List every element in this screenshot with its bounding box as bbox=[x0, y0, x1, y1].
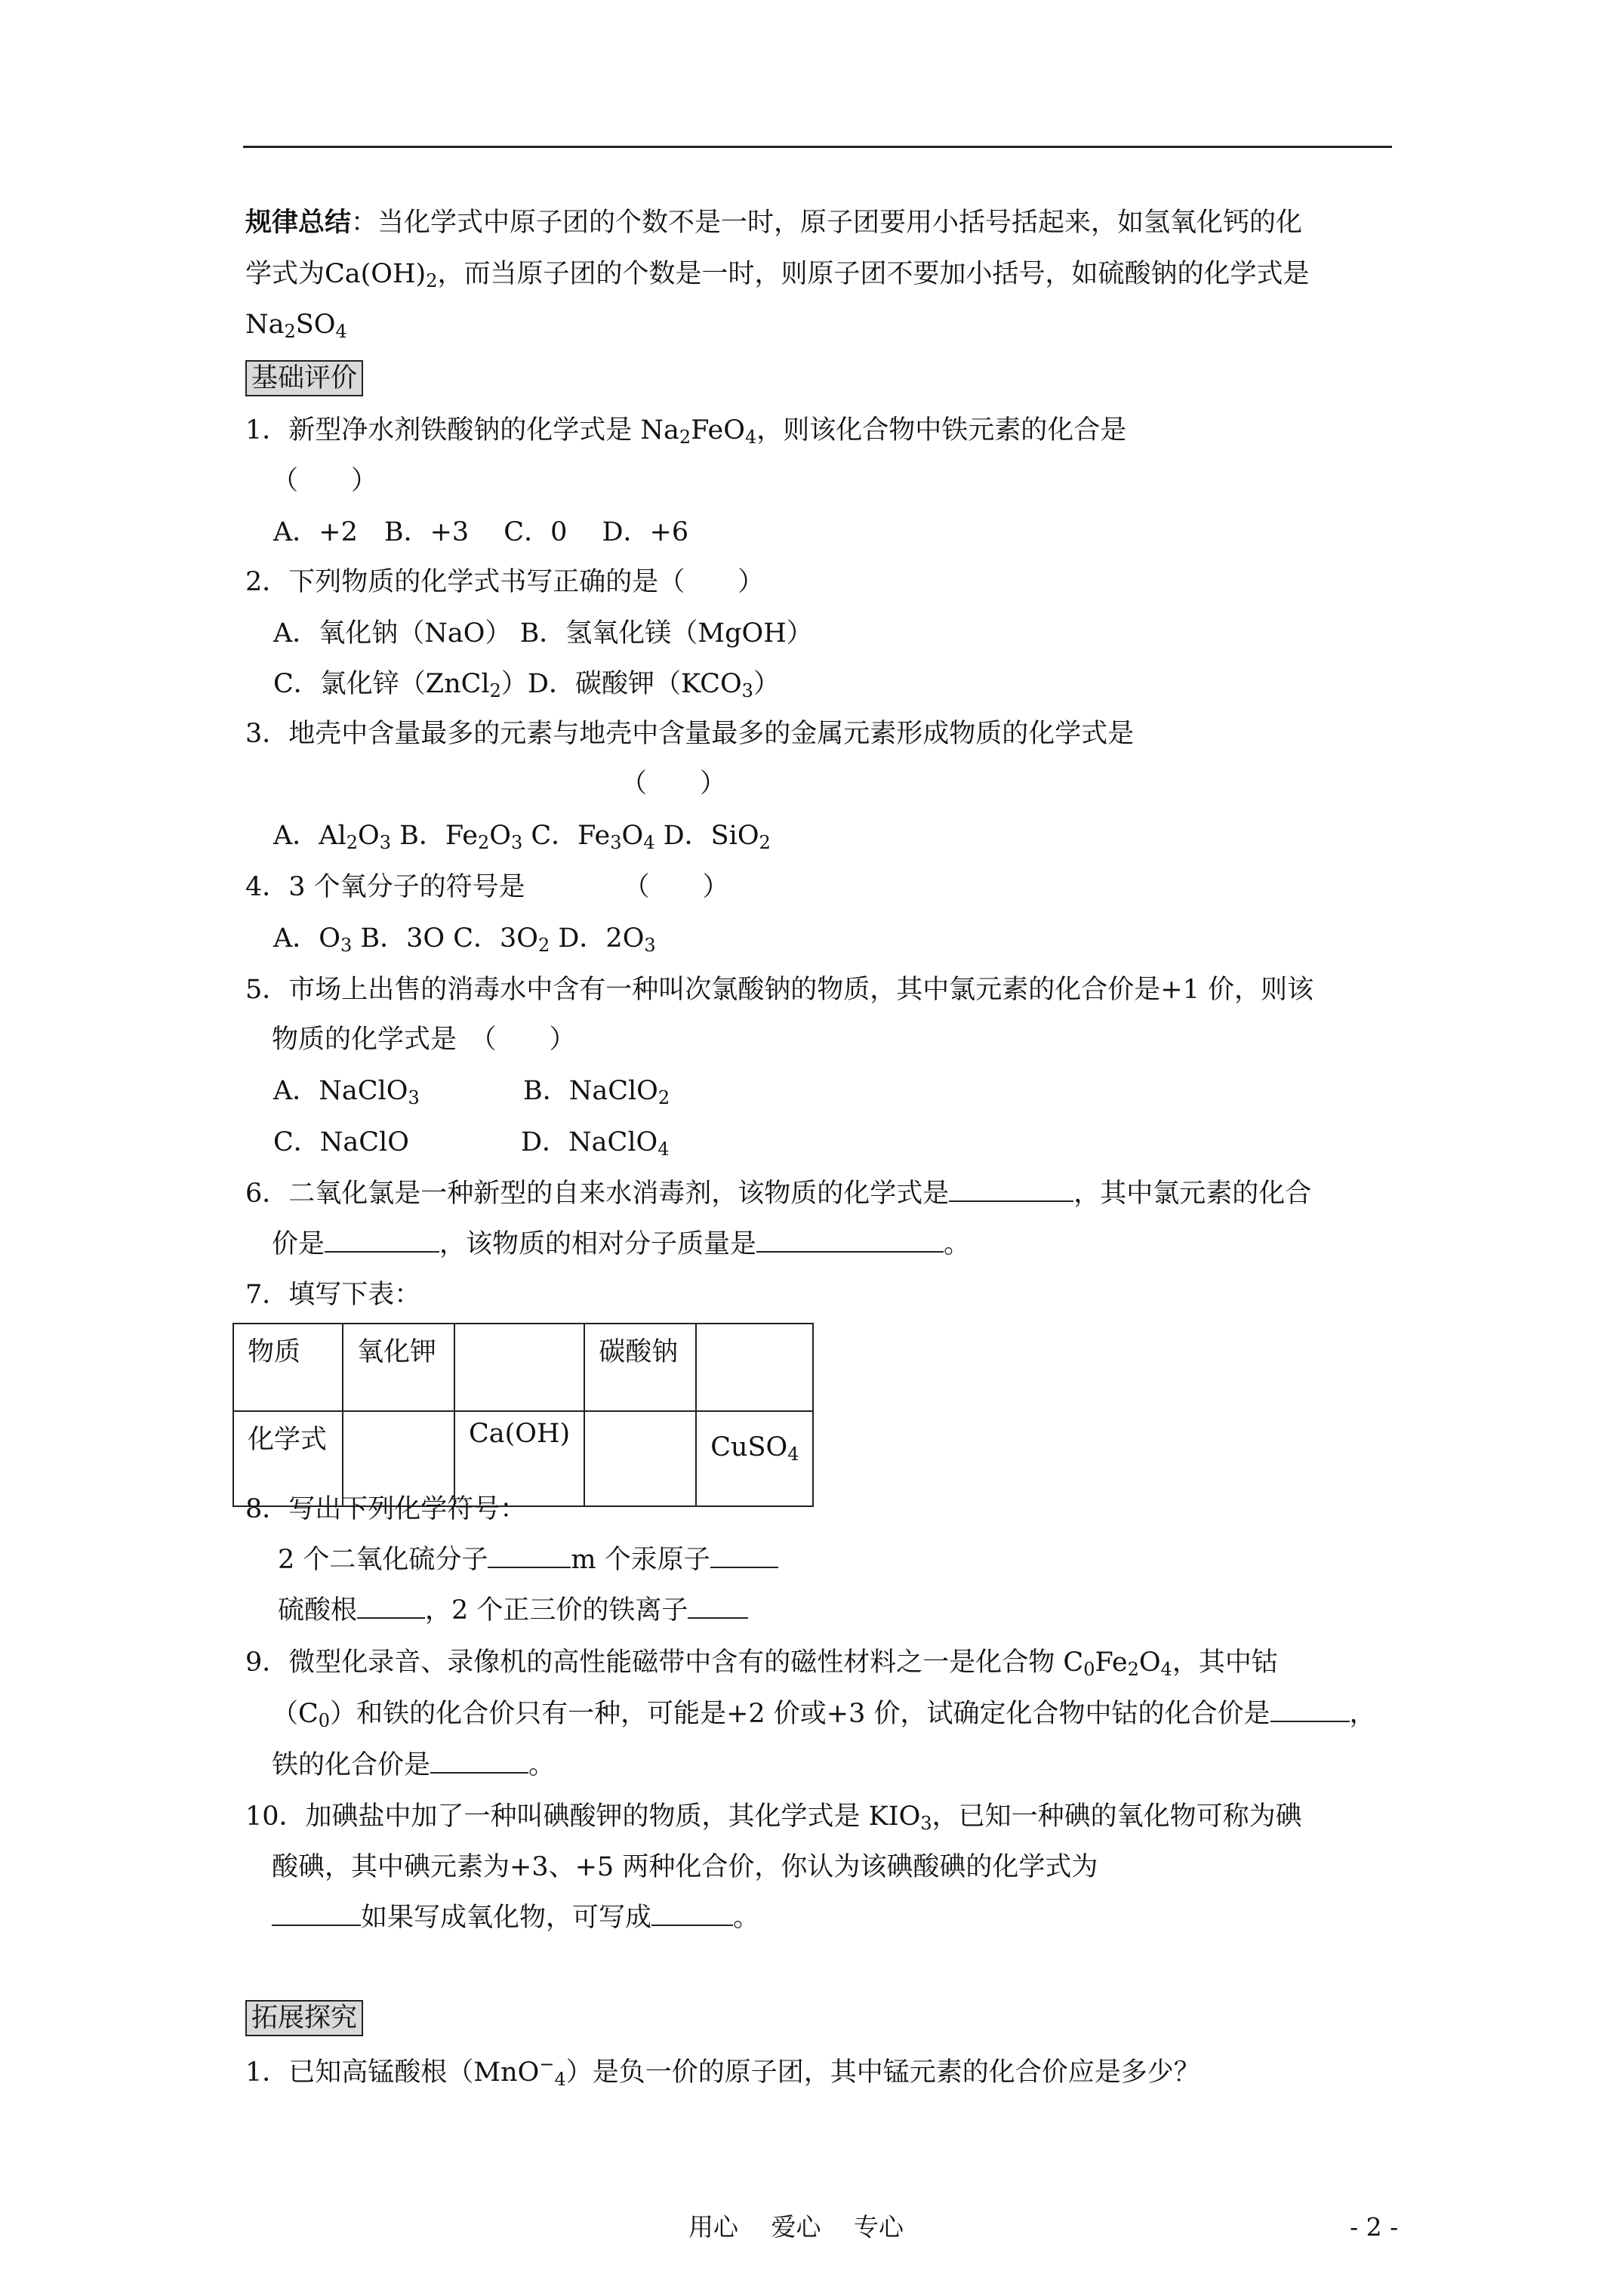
table-cell[interactable] bbox=[584, 1411, 696, 1506]
q8-blank-sulfate[interactable] bbox=[357, 1595, 425, 1619]
q9-blank-fe[interactable] bbox=[430, 1749, 528, 1774]
q9-stem-2: $(C_0)$和铁的化合价只有一种，可能是+2 价或+3 价，试确定化合物中钴的化合价是 ， bbox=[272, 1699, 1376, 1731]
table-row bbox=[233, 1324, 813, 1411]
q3-options: A．$Al_2O_3$ B．$Fe_2O_3$ C．$Fe_3O_4$ D．SiO$_2$ bbox=[273, 821, 771, 853]
q8-stem: 8．写出下列化学符号： bbox=[245, 1494, 527, 1524]
q8-line-2: 硫酸根 ，2 个正三价的铁离子 bbox=[278, 1592, 748, 1629]
q8-blank-hg[interactable] bbox=[710, 1544, 778, 1568]
section-ext-tag: 拓展探究 bbox=[245, 2000, 363, 2036]
q9-stem-1: 9．微型化录音、录像机的高性能磁带中含有的磁性材料之一是化合物 $C_0Fe_2O_4$，其中钴 bbox=[245, 1647, 1278, 1680]
table-cell[interactable] bbox=[696, 1324, 813, 1411]
table-cell: 碳酸钠 bbox=[584, 1324, 696, 1411]
summary-line-3: $Na_2SO_4$ bbox=[245, 310, 347, 342]
q5-option-d: D．NaClO$_4$ bbox=[521, 1127, 670, 1160]
table-cell: CuSO$_4$ bbox=[696, 1411, 813, 1506]
q9-blank-co[interactable] bbox=[1270, 1698, 1350, 1722]
table-cell: Ca(OH) bbox=[454, 1411, 584, 1506]
fill-table bbox=[233, 1323, 814, 1507]
q10-stem-2: 酸碘，其中碘元素为+3、+5 两种化合价，你认为该碘酸碘的化学式为 bbox=[272, 1852, 1098, 1882]
q5-option-a: A．NaClO$_3$ bbox=[273, 1076, 420, 1108]
charge-superscript: − bbox=[539, 2054, 555, 2075]
q9-stem-3: 铁的化合价是 。 bbox=[272, 1750, 556, 1780]
q1-answer-paren: （ ） bbox=[272, 466, 378, 496]
q3-answer-paren: （ ） bbox=[621, 769, 727, 799]
q8-blank-so2[interactable] bbox=[488, 1544, 571, 1568]
q2-options-cd: C．氯化锌（ZnCl$_2$）D．碳酸钾$(KCO_3)$ bbox=[273, 669, 780, 701]
q1-stem: 1．新型净水剂铁酸钠的化学式是 $Na_2FeO_4$，则该化合物中铁元素的化合是 bbox=[245, 415, 1127, 448]
page-number: - 2 - bbox=[1350, 2212, 1399, 2242]
q6-blank-formula[interactable] bbox=[949, 1178, 1073, 1202]
section-basic-heading bbox=[245, 359, 363, 397]
header-rule bbox=[243, 146, 1392, 148]
q4-stem: 4．3 个氧分子的符号是 （ ） bbox=[245, 872, 729, 902]
q5-option-b: B．NaClO$_2$ bbox=[523, 1076, 670, 1108]
table-cell[interactable] bbox=[454, 1324, 584, 1411]
q7-stem: 7．填写下表： bbox=[245, 1280, 421, 1310]
table-cell: 化学式 bbox=[233, 1411, 343, 1506]
q5-option-c: C．NaClO bbox=[273, 1127, 409, 1157]
q3-stem: 3．地壳中含量最多的元素与地壳中含量最多的金属元素形成物质的化学式是 bbox=[245, 719, 1135, 749]
q6-blank-valence[interactable] bbox=[325, 1228, 439, 1253]
q8-line-1: 2 个二氧化硫分子 m 个汞原子 bbox=[278, 1541, 778, 1579]
q1-options: A．+2 B．+3 C．0 D．+6 bbox=[273, 517, 689, 547]
table-cell: 氧化钾 bbox=[343, 1324, 454, 1411]
summary-line-1: 规律总结：当化学式中原子团的个数不是一时，原子团要用小括号括起来，如氢氧化钙的化 bbox=[245, 207, 1303, 238]
q2-options-ab: A．氧化钠（NaO） B．氢氧化镁（MgOH） bbox=[273, 618, 813, 649]
q6-stem-1: 6．二氧化氯是一种新型的自来水消毒剂，该物质的化学式是 ，其中氯元素的化合 bbox=[245, 1179, 1312, 1209]
q6-blank-mass[interactable] bbox=[756, 1228, 944, 1253]
q10-stem-1: 10．加碘盐中加了一种叫碘酸钾的物质，其化学式是 $KIO_3$，已知一种碘的氧化物可称为碘 bbox=[245, 1801, 1302, 1834]
ext-q1-stem: 1．已知高锰酸根（MnO−$_4$）是负一价的原子团，其中锰元素的化合价应是多少？ bbox=[245, 2054, 1200, 2090]
section-ext-heading bbox=[245, 1999, 363, 2037]
table-cell: 物质 bbox=[233, 1324, 343, 1411]
summary-line-2: 学式为$Ca(OH)_2$，而当原子团的个数是一时，则原子团不要加小括号，如硫酸钠的化学式是 bbox=[245, 259, 1310, 291]
q10-blank-oxide[interactable] bbox=[651, 1902, 733, 1926]
q2-stem: 2．下列物质的化学式书写正确的是（ ） bbox=[245, 567, 765, 597]
q6-stem-2: 价是 ，该物质的相对分子质量是 。 bbox=[272, 1229, 971, 1259]
q4-options: A．$O_3$ B．3O C．$3O_2$ D．$2O_3$ bbox=[273, 923, 656, 956]
q8-blank-fe3[interactable] bbox=[688, 1595, 748, 1619]
q5-stem-1: 5．市场上出售的消毒水中含有一种叫次氯酸钠的物质，其中氯元素的化合价是+1 价，则该 bbox=[245, 975, 1313, 1005]
q5-stem-2: 物质的化学式是 （ ） bbox=[272, 1025, 576, 1055]
q10-blank-formula[interactable] bbox=[272, 1902, 361, 1926]
summary-label: 规律总结 bbox=[245, 207, 352, 238]
q10-stem-3: 如果写成氧化物，可写成 。 bbox=[272, 1899, 759, 1937]
footer-motto: 用心 爱心 专心 bbox=[688, 2212, 904, 2242]
section-basic-tag: 基础评价 bbox=[245, 360, 363, 396]
